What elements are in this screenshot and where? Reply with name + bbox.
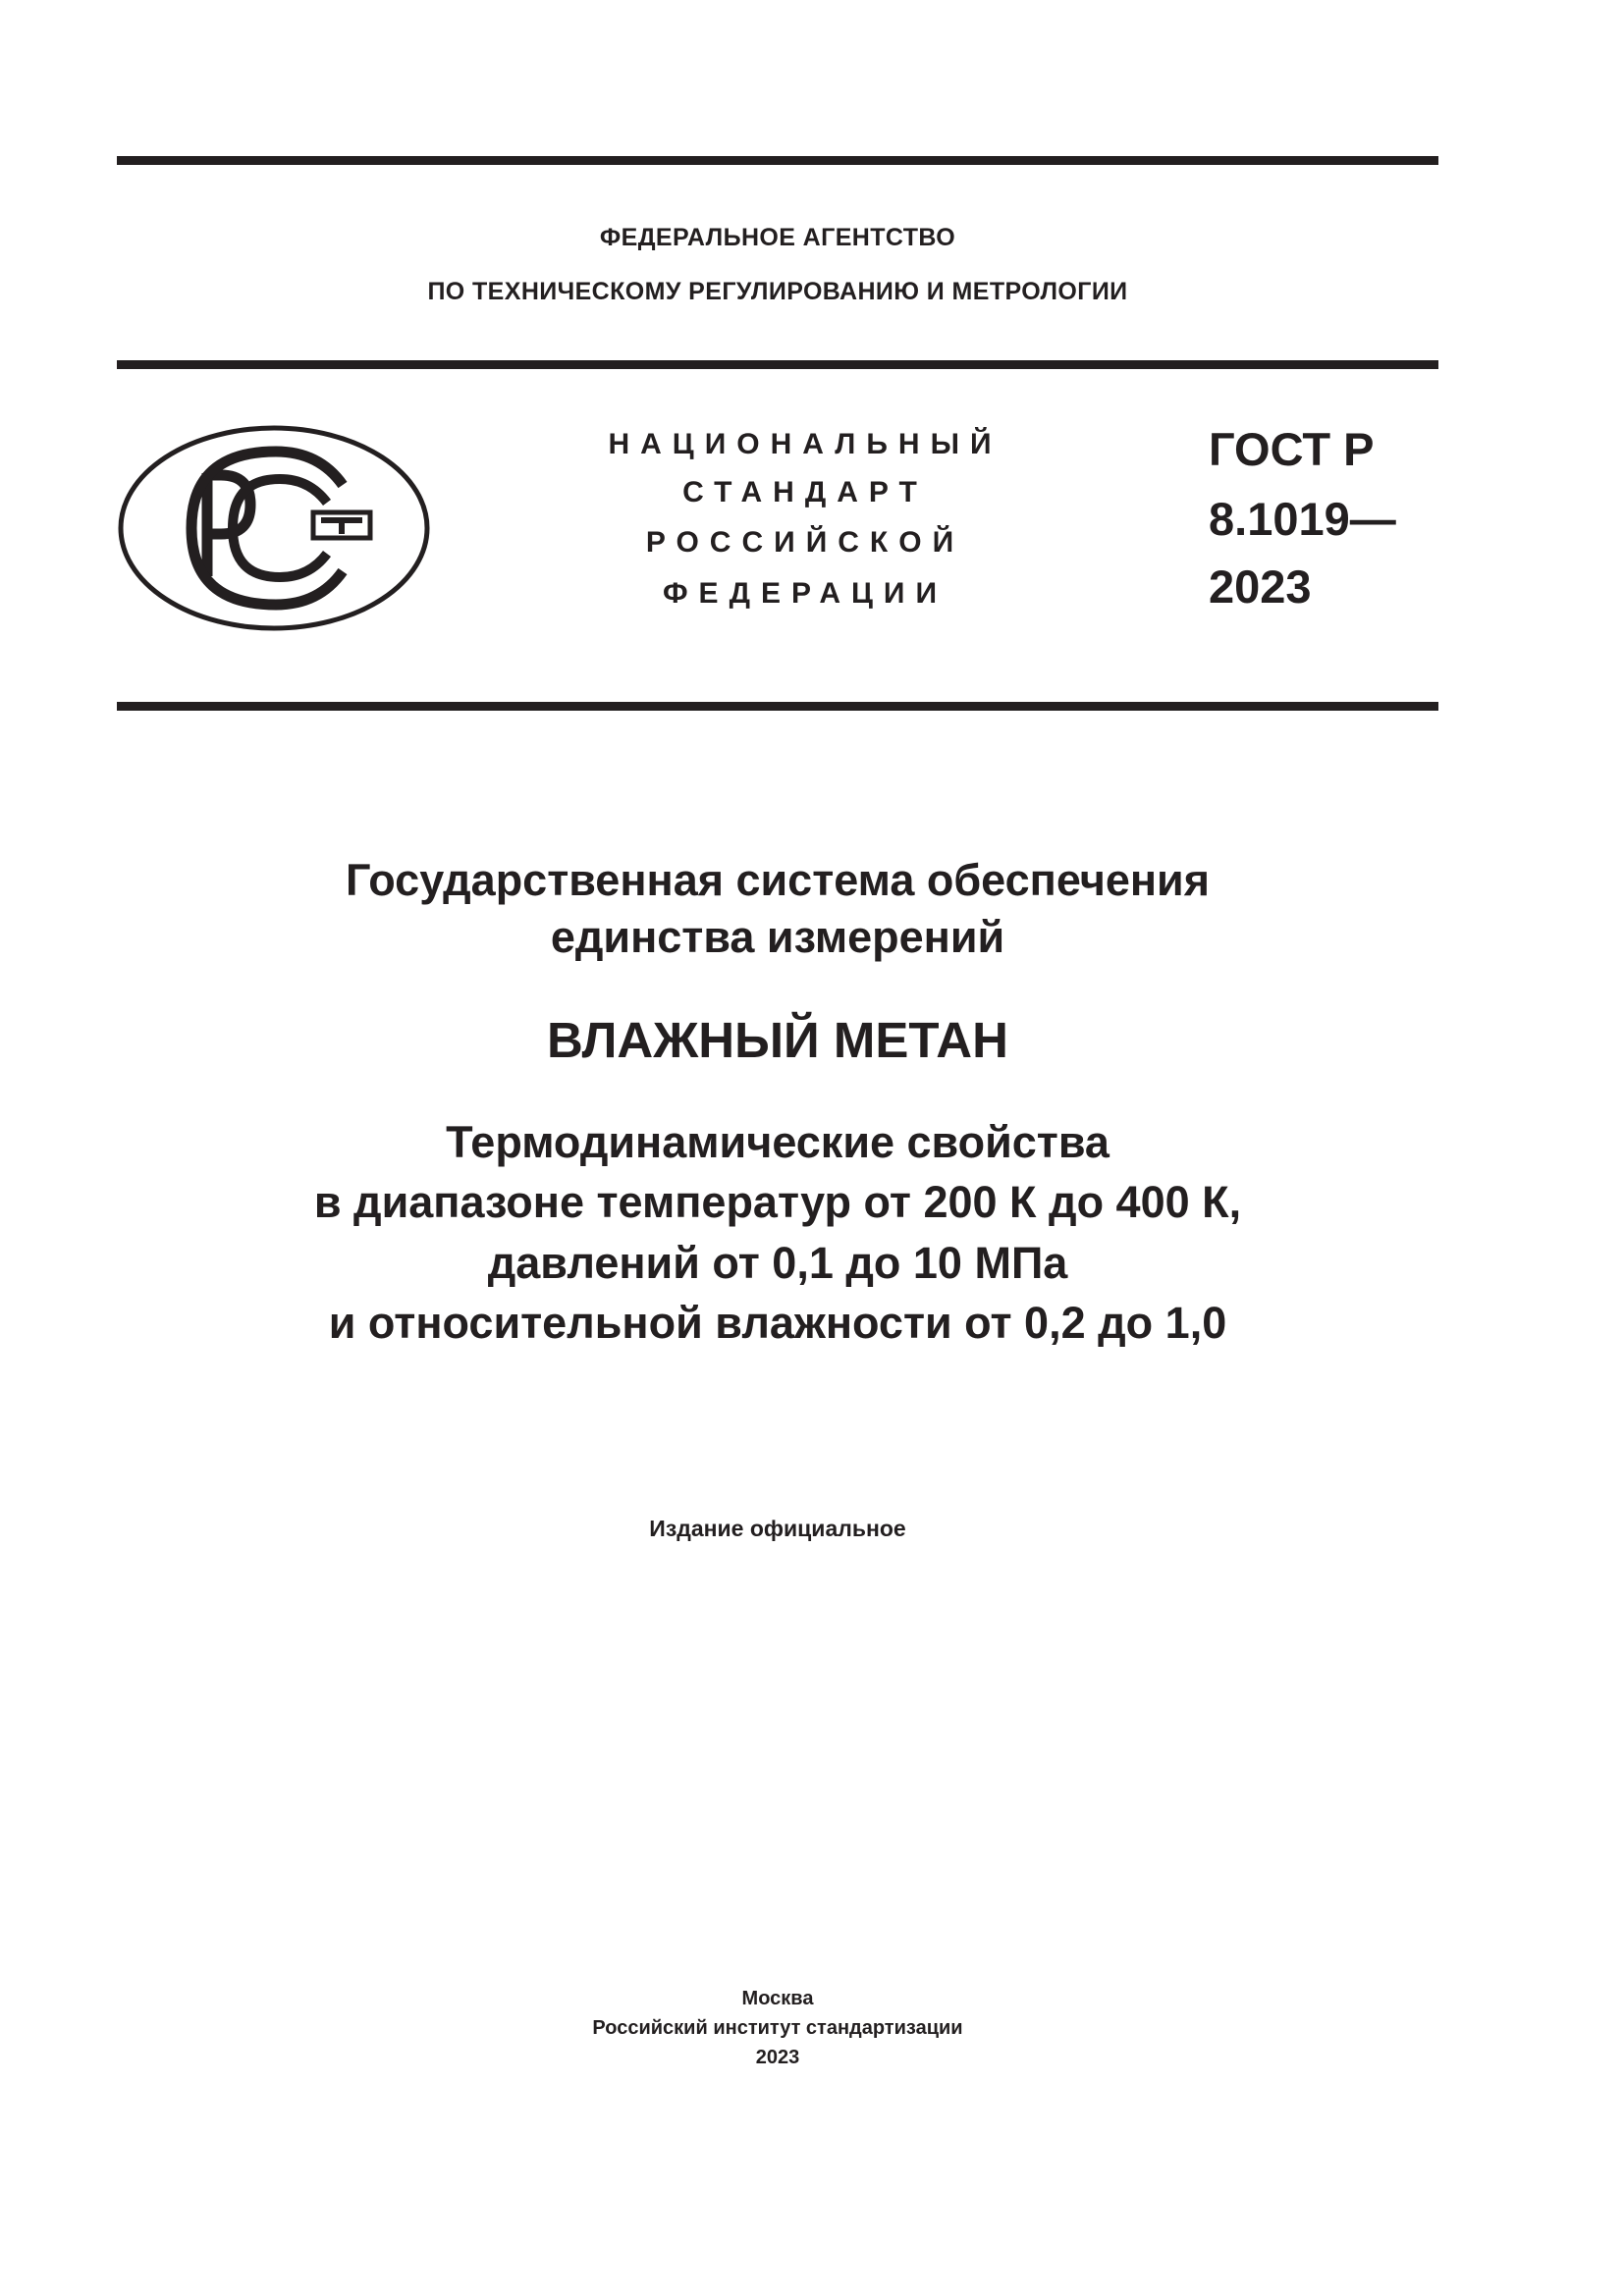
designation-line-3: 2023 [1209, 561, 1312, 613]
agency-line-1: ФЕДЕРАЛЬНОЕ АГЕНТСТВО [599, 224, 956, 251]
standard-type-line-4: ФЕДЕРАЦИИ [662, 577, 948, 610]
standard-type-line-3: РОССИЙСКОЙ [645, 526, 965, 559]
header-rule [117, 360, 1438, 369]
imprint-city: Москва [741, 1988, 814, 2009]
standard-type-line-2: СТАНДАРТ [682, 476, 928, 508]
designation-rule [117, 702, 1438, 711]
series-title-line-2: единства измерений [550, 912, 1005, 962]
series-title-line-1: Государственная система обеспечения [346, 855, 1210, 905]
top-rule [117, 156, 1438, 165]
edition-label: Издание официальное [649, 1516, 906, 1541]
designation-line-2: 8.1019— [1209, 493, 1396, 545]
subtitle-line-2: в диапазоне температур от 200 К до 400 К, [313, 1177, 1242, 1227]
subtitle-line-4: и относительной влажности от 0,2 до 1,0 [328, 1298, 1227, 1348]
standard-type-line-1: НАЦИОНАЛЬНЫЙ [608, 428, 1002, 460]
subtitle-line-1: Термодинамические свойства [446, 1117, 1110, 1167]
imprint-year: 2023 [755, 2047, 800, 2068]
main-title: ВЛАЖНЫЙ МЕТАН [547, 1012, 1008, 1068]
rst-conformity-mark-icon [117, 424, 431, 632]
subtitle-line-3: давлений от 0,1 до 10 МПа [487, 1238, 1068, 1288]
agency-line-2: ПО ТЕХНИЧЕСКОМУ РЕГУЛИРОВАНИЮ И МЕТРОЛОГИИ [427, 278, 1128, 305]
designation-line-1: ГОСТ Р [1209, 423, 1375, 475]
imprint-publisher: Российский институт стандартизации [592, 2017, 963, 2039]
